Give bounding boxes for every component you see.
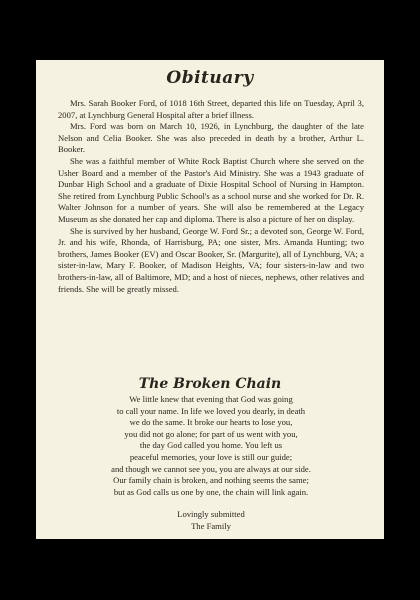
- closing-text: Lovingly submitted: [177, 509, 245, 519]
- paragraph-birth: Mrs. Ford was born on March 10, 1926, in Lynchburg, the daughter of the late Nelson and Celia Booker. She was also preceded in death by a brother, Arthur L. Booker.: [58, 121, 364, 155]
- page-title: Obituary: [166, 68, 254, 88]
- paragraph-life: She was a faithful member of White Rock Baptist Church where she served on the Usher Board and a member of the Pastor's Aid Ministry. She was a 1943 graduate of Dunbar High School and a graduate of Dixie Hospital School of Nursing in Hampton. She retired from Lynchburg Public School's as a school nurse and she worked for Dr. R. Walter Johnson for a number of years. She will also be remembered at the Legacy Museum as she donated her cap and diploma. There is also a picture of her on display.: [58, 155, 364, 224]
- poem-line: and though we cannot see you, you are always at our side.: [111, 463, 311, 474]
- poem-title: The Broken Chain: [138, 376, 282, 392]
- paragraph-survivors: She is survived by her husband, George W. Ford Sr.; a devoted son, George W. Ford, Jr. and his wife, Rhonda, of Harrisburg, PA; one sister, Mrs. Amanda Hunting; two brothers, James Booker (EV) and Oscar Booker, Sr. (Margurite), all of Lynchburg, VA; a sister-in-law, Mary F. Booker, of Madison Heights, VA; four sisters-in-law and two brothers-in-law, all of Baltimore, MD; and a host of nieces, nephews, other relatives and friends. She will be greatly missed.: [58, 225, 364, 294]
- poem-line: We little knew that evening that God was going: [129, 394, 293, 404]
- poem-line: we do the same. It broke our hearts to lose you,: [129, 417, 293, 428]
- obituary-text: [58, 98, 364, 295]
- poem: [58, 394, 364, 498]
- signature-block: [58, 509, 364, 532]
- obituary-page: [36, 60, 384, 539]
- poem-line: but as God calls us one by one, the chain will link again.: [113, 486, 309, 497]
- paragraph-death-notice: Mrs. Sarah Booker Ford, of 1018 16th Street, departed this life on Tuesday, April 3, 2007, at Lynchburg General Hospital after a brief illness.: [58, 98, 364, 120]
- signature: The Family: [191, 520, 231, 531]
- poem-line: the day God called you home. You left us: [139, 440, 283, 451]
- poem-line: Our family chain is broken, and nothing seems the same;: [113, 475, 309, 486]
- poem-line: to call your name. In life we loved you dearly, in death: [116, 405, 306, 416]
- poem-line: peaceful memories, your love is still our guide;: [129, 451, 293, 462]
- poem-line: you did not go alone; for part of us went with you,: [124, 428, 298, 439]
